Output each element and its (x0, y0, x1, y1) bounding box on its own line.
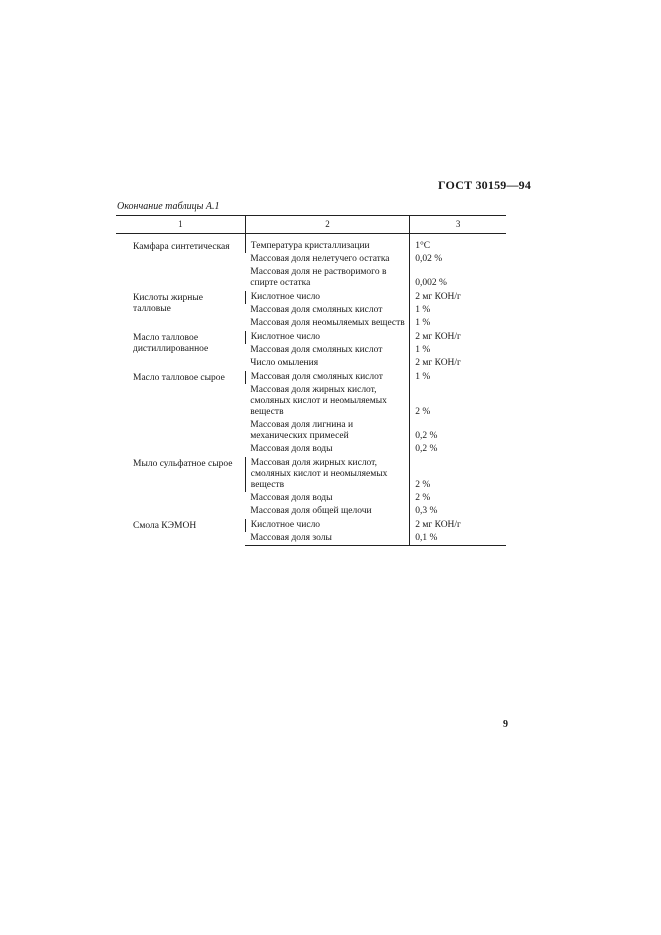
property-name: Кислотное число (245, 331, 409, 344)
column-header-3: 3 (410, 216, 506, 234)
property-name: Массовая доля воды (250, 493, 333, 503)
property-name: Массовая доля жирных кислот, смоляных кислот и неомыляемых веществ (245, 457, 409, 492)
property-name: Массовая доля не растворимого в спирте остатка (250, 267, 387, 288)
property-value: 0,002 % (410, 266, 506, 291)
product-name: Камфара синтетическая (133, 242, 230, 252)
table-row (116, 371, 506, 384)
property-value: 2 % (410, 457, 506, 492)
property-name: Массовая доля золы (245, 532, 409, 546)
property-name: Массовая доля смоляных кислот (250, 305, 383, 315)
property-name: Массовая доля смоляных кислот (245, 371, 409, 384)
property-name: Массовая доля жирных кислот, смоляных кислот и неомыляемых веществ (250, 385, 387, 417)
table-header-row (116, 216, 506, 234)
property-name: Кислотное число (245, 291, 409, 304)
property-value: 2 мг КОН/г (410, 519, 506, 532)
property-name: Массовая доля нелетучего остатка (250, 254, 390, 264)
property-value: 0,2 % (410, 443, 506, 457)
property-name: Кислотное число (245, 519, 409, 532)
table-row (116, 240, 506, 253)
property-value: 2 % (410, 492, 506, 505)
property-value: 1 % (410, 317, 506, 331)
property-name: Число омыления (250, 358, 319, 368)
properties-table (116, 215, 506, 546)
property-value: 1 % (410, 344, 506, 357)
property-value: 2 мг КОН/г (410, 357, 506, 371)
property-value: 0,2 % (410, 419, 506, 443)
property-value: 0,3 % (410, 505, 506, 519)
column-header-2: 2 (245, 216, 409, 234)
property-value: 0,02 % (410, 253, 506, 266)
property-value: 0,1 % (410, 532, 506, 546)
table-row (116, 519, 506, 532)
property-value: 2 мг КОН/г (410, 291, 506, 304)
product-name: Мыло сульфатное сырое (133, 459, 233, 469)
property-value: 2 % (410, 384, 506, 419)
property-value: 2 мг КОН/г (410, 331, 506, 344)
property-value: 1°С (410, 240, 506, 253)
table-row (116, 291, 506, 304)
property-name: Массовая доля смоляных кислот (250, 345, 383, 355)
product-name: Масло талловое дистиллированное (133, 333, 209, 354)
column-header-1: 1 (116, 216, 245, 234)
property-name: Температура кристаллизации (245, 240, 409, 253)
product-name: Кислоты жирные талловые (133, 293, 203, 314)
property-value: 1 % (410, 371, 506, 384)
table-row (116, 331, 506, 344)
page-number: 9 (503, 719, 508, 730)
property-name: Массовая доля воды (250, 444, 333, 454)
property-name: Массовая доля неомыляемых веществ (250, 318, 405, 328)
table-row (116, 457, 506, 492)
standard-code: ГОСТ 30159—94 (438, 178, 532, 192)
product-name: Масло талловое сырое (133, 373, 225, 383)
property-value: 1 % (410, 304, 506, 317)
table-caption: Окончание таблицы А.1 (117, 201, 220, 212)
property-name: Массовая доля общей щелочи (250, 506, 372, 516)
property-name: Массовая доля лигнина и механических примесей (250, 420, 354, 441)
product-name: Смола КЭМОН (133, 521, 197, 531)
